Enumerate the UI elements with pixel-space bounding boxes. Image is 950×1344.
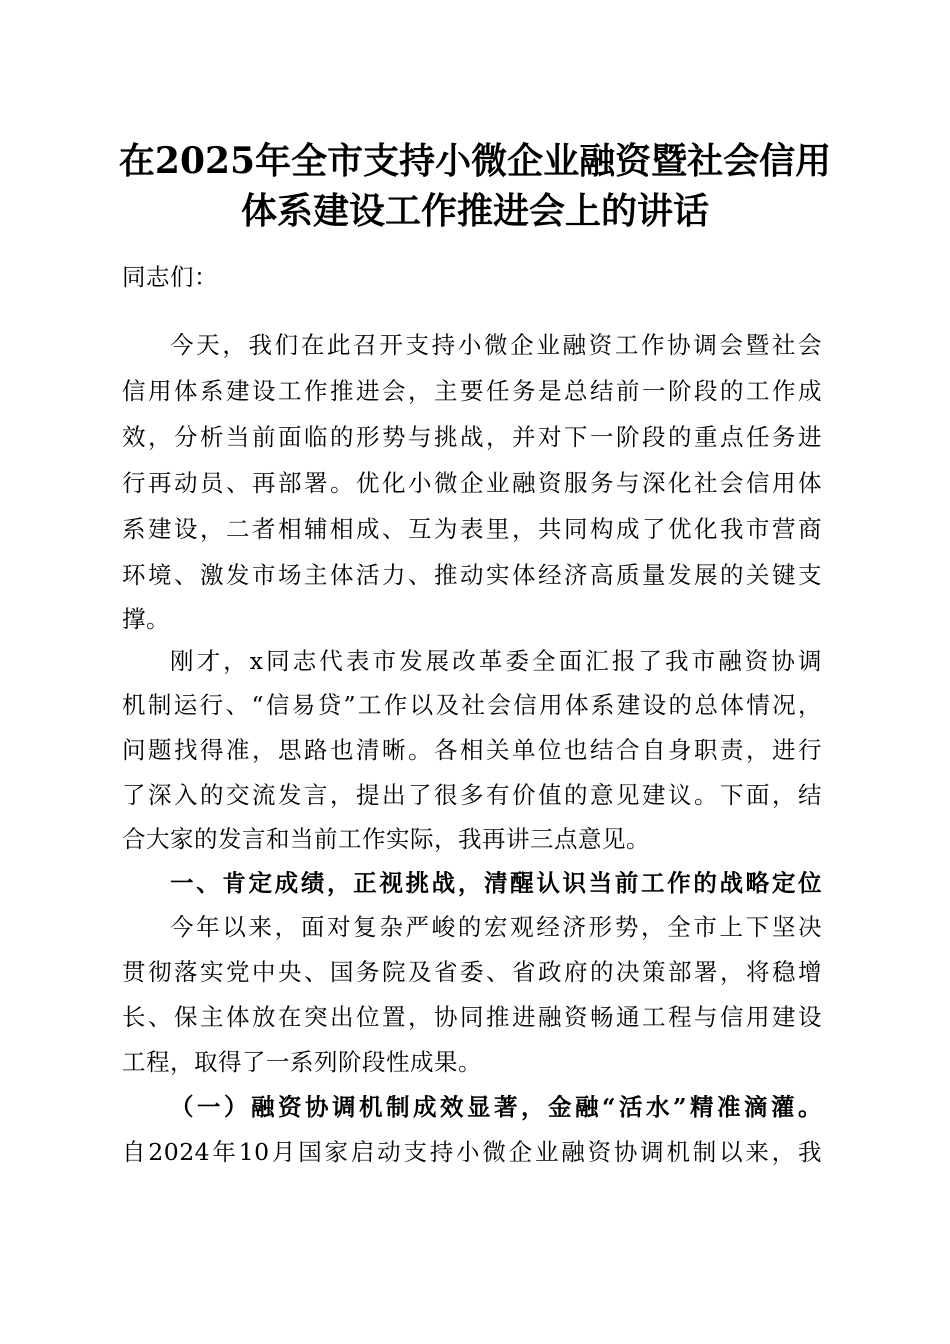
paragraph-line: 了深入的交流发言，提出了很多有价值的意见建议。下面，结 xyxy=(122,781,822,809)
salutation: 同志们： xyxy=(122,263,218,291)
paragraph-line: 今年以来，面对复杂严峻的宏观经济形势，全市上下坚决 xyxy=(170,913,822,941)
paragraph-line: 系建设，二者相辅相成、互为表里，共同构成了优化我市营商 xyxy=(122,515,822,543)
title-line-2: 体系建设工作推进会上的讲话 xyxy=(240,190,709,232)
paragraph-line: 自2024年10月国家启动支持小微企业融资协调机制以来，我 xyxy=(122,1138,822,1166)
paragraph-line: 刚才，x同志代表市发展改革委全面汇报了我市融资协调 xyxy=(170,647,822,675)
paragraph-line: 工程，取得了一系列阶段性成果。 xyxy=(122,1048,482,1076)
paragraph-line: 机制运行、“信易贷”工作以及社会信用体系建设的总体情况， xyxy=(122,691,822,719)
paragraph-line: 长、保主体放在突出位置，协同推进融资畅通工程与信用建设 xyxy=(122,1003,822,1031)
paragraph-line: 问题找得准，思路也清晰。各相关单位也结合自身职责，进行 xyxy=(122,736,822,764)
title-line-1: 在2025年全市支持小微企业融资暨社会信用 xyxy=(118,140,832,182)
paragraph-line: 效，分析当前面临的形势与挑战，并对下一阶段的重点任务进 xyxy=(122,423,822,451)
section-heading-1: 一、肯定成绩，正视挑战，清醒认识当前工作的战略定位 xyxy=(170,869,822,897)
paragraph-line: 贯彻落实党中央、国务院及省委、省政府的决策部署，将稳增 xyxy=(122,958,822,986)
document-title xyxy=(60,136,890,236)
paragraph-line: 今天，我们在此召开支持小微企业融资工作协调会暨社会 xyxy=(170,331,822,359)
subsection-heading-1: （一）融资协调机制成效显著，金融“活水”精准滴灌。 xyxy=(170,1093,822,1121)
paragraph-line: 合大家的发言和当前工作实际，我再讲三点意见。 xyxy=(122,825,650,853)
paragraph-line: 环境、激发市场主体活力、推动实体经济高质量发展的关键支 xyxy=(122,561,822,589)
paragraph-line: 信用体系建设工作推进会，主要任务是总结前一阶段的工作成 xyxy=(122,377,822,405)
paragraph-line: 撑。 xyxy=(122,605,170,633)
paragraph-line: 行再动员、再部署。优化小微企业融资服务与深化社会信用体 xyxy=(122,469,822,497)
